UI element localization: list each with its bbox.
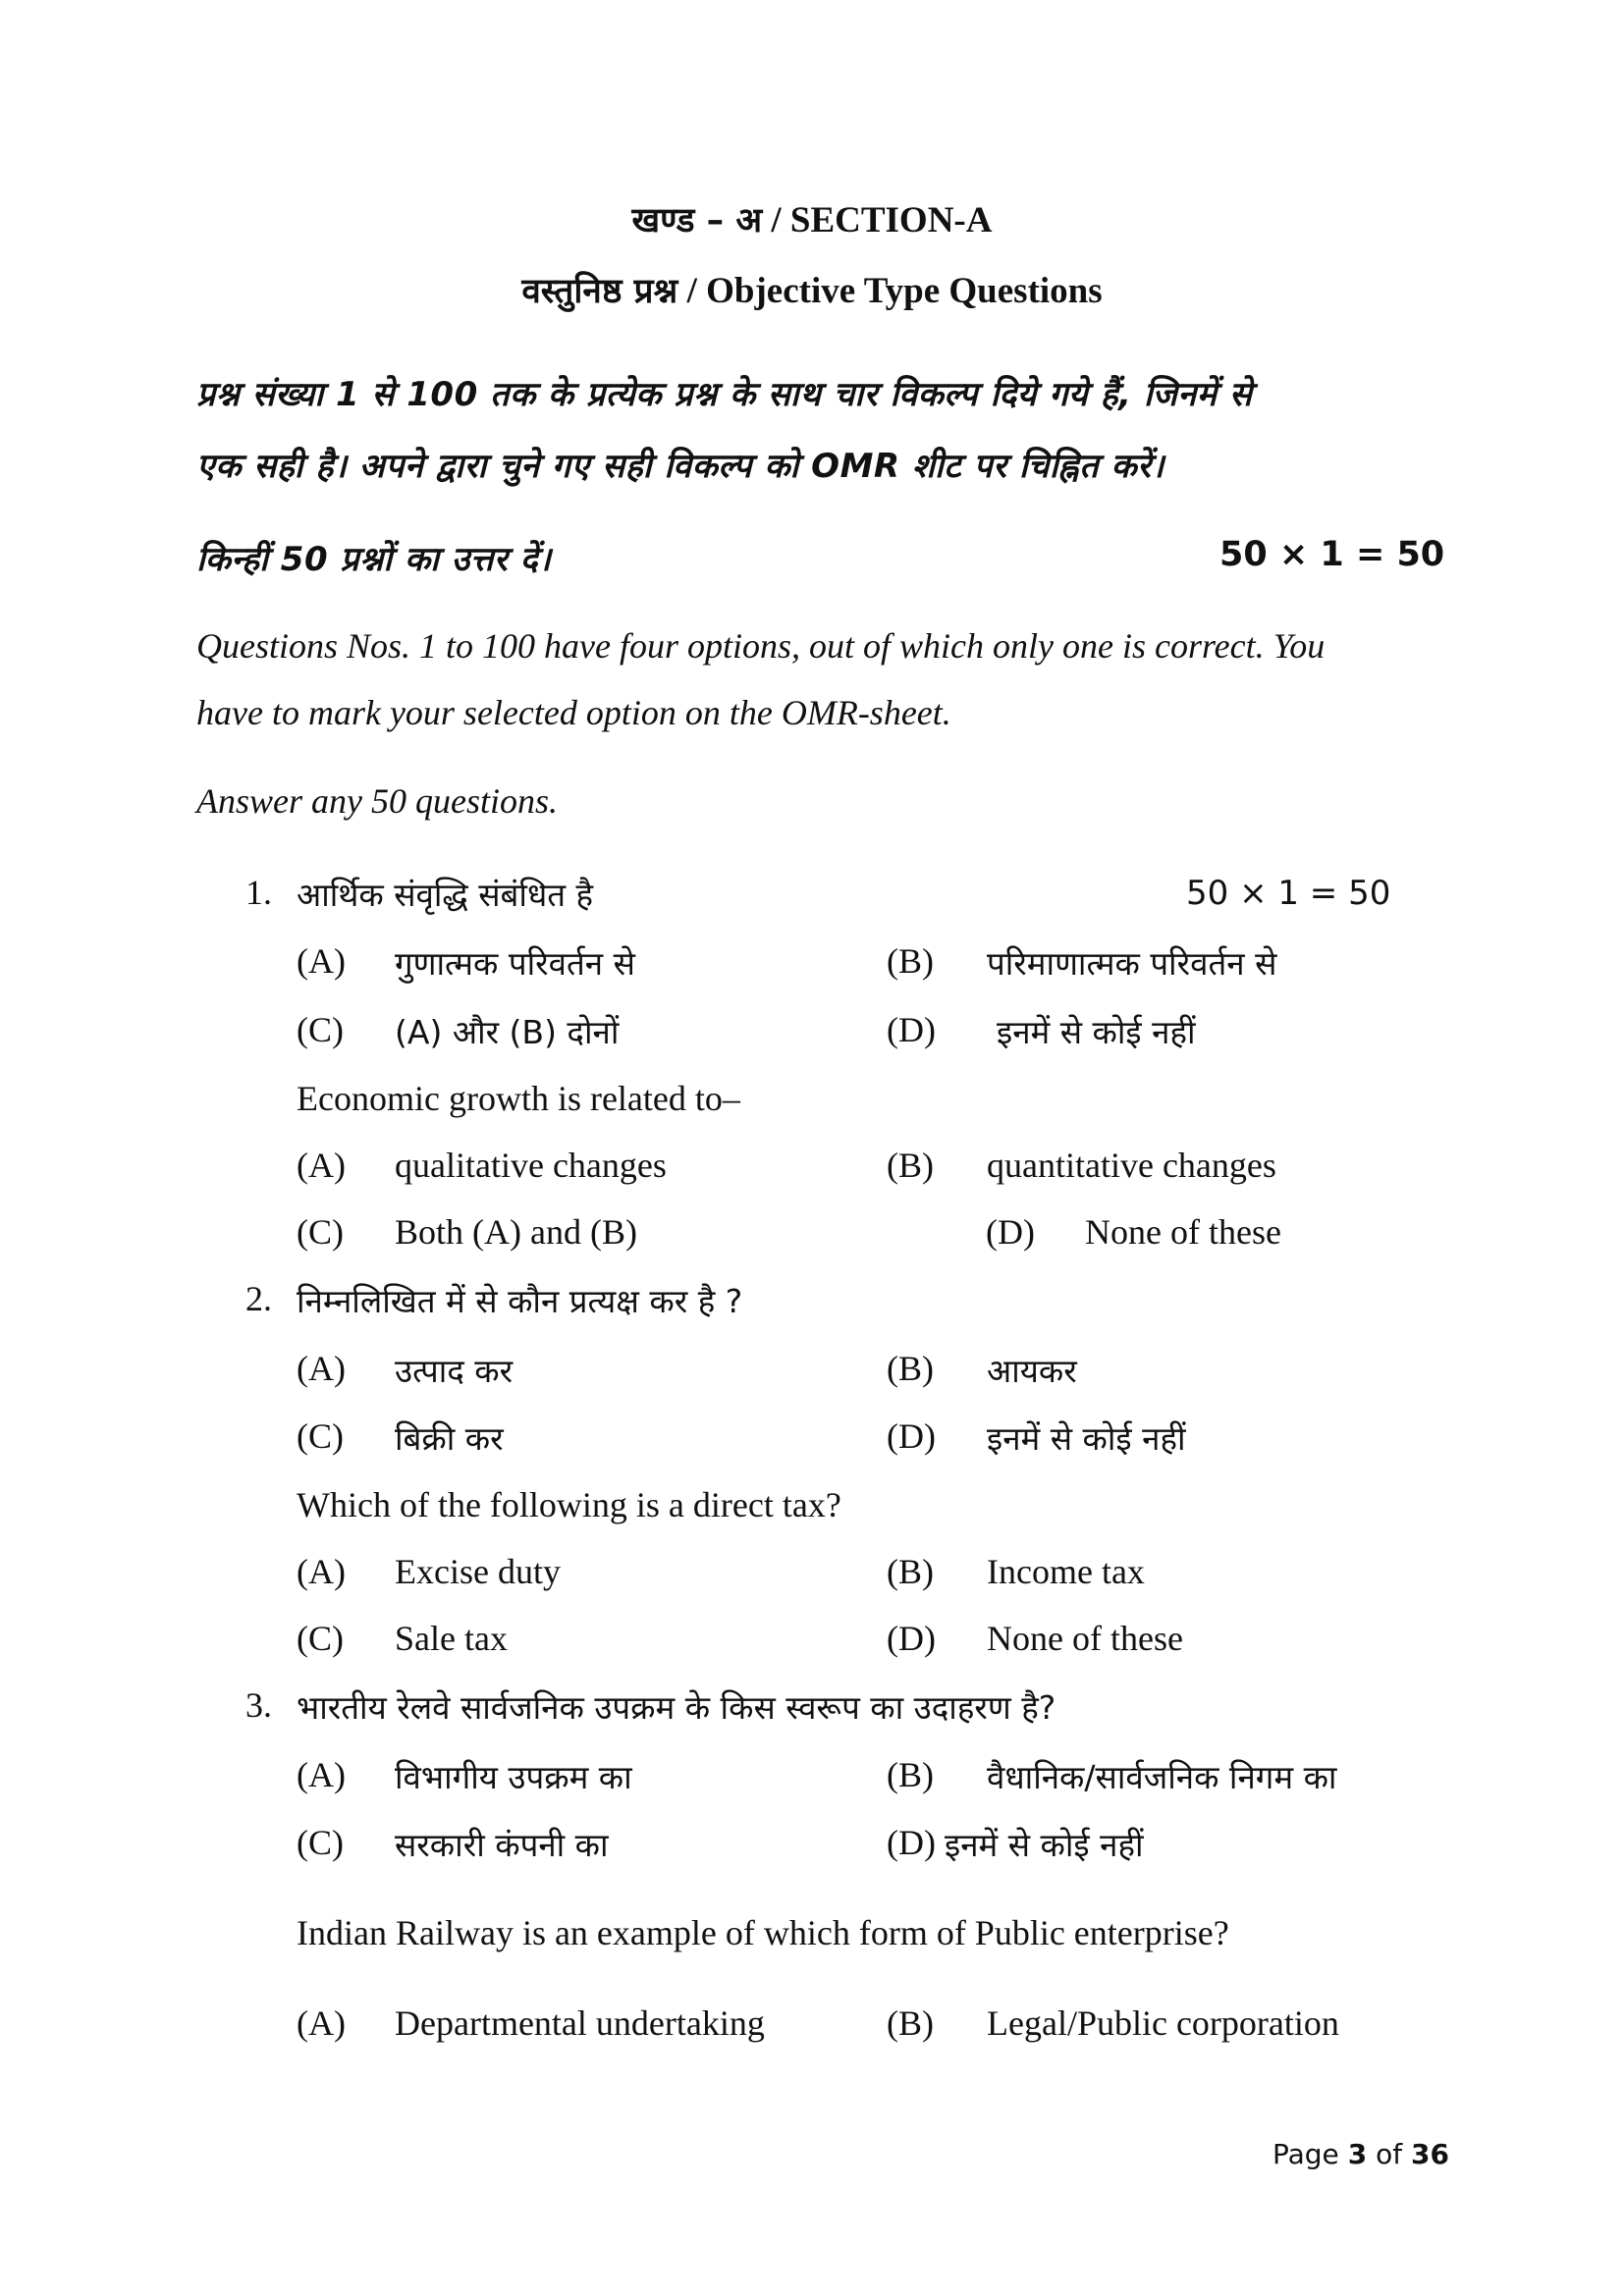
option-letter: (C) [297,1212,344,1252]
question-text-en: Indian Railway is an example of which form of Public enterprise? [297,1913,1229,1952]
option-text-hi: इनमें से कोई नहीं [997,1013,1196,1051]
option-text-hi: इनमें से कोई नहीं [945,1826,1144,1864]
option-letter: (C) [297,1823,344,1862]
option-letter: (D) [887,1619,936,1658]
question-text-hi: आर्थिक संवृद्धि संबंधित है [297,876,594,914]
section-title-en: SECTION-A [789,200,993,240]
option-letter: (B) [887,1755,934,1794]
option-text-hi: आयकर [987,1352,1077,1390]
option-text-en: Legal/Public corporation [987,2003,1339,2043]
page-number: 3 [1347,2138,1368,2170]
question-number: 3. [245,1685,272,1725]
instruction-hi-line3: किन्हीं 50 प्रश्नों का उत्तर दें। [196,540,552,579]
option-letter: (B) [887,2003,934,2043]
question-marks: 50 × 1 = 50 [1186,874,1391,913]
section-subtitle-sep: / [677,271,707,311]
option-text-en: None of these [987,1619,1183,1658]
section-subtitle [0,267,1624,313]
option-text-en: Sale tax [395,1619,508,1658]
question-text-hi: भारतीय रेलवे सार्वजनिक उपक्रम के किस स्वरूप का उदाहरण है? [297,1688,1056,1727]
instruction-hi-line1: प्रश्न संख्या 1 से 100 तक के प्रत्येक प्रश्न के साथ चार विकल्प दिये गये हैं, जिनमें से [196,375,1253,414]
option-letter: (D) [986,1212,1035,1252]
option-text-en: None of these [1085,1212,1281,1252]
option-letter: (D) [887,1823,936,1862]
section-title [0,196,1624,242]
option-text-en: quantitative changes [987,1146,1276,1185]
option-letter: (A) [297,1755,346,1794]
section-title-hi: खण्ड – अ [631,201,763,240]
instruction-hi-line2: एक सही है। अपने द्वारा चुने गए सही विकल्प को OMR शीट पर चिह्नित करें। [196,447,1164,486]
question-number: 1. [245,873,272,912]
option-letter: (D) [887,1010,936,1049]
option-text-hi: वैधानिक/सार्वजनिक निगम का [987,1758,1337,1796]
option-letter: (A) [297,941,346,981]
question-text-hi: निम्नलिखित में से कौन प्रत्यक्ष कर है ? [297,1282,743,1320]
option-text-en: Income tax [987,1552,1145,1591]
page-footer [1272,2138,1449,2170]
option-text-en: qualitative changes [395,1146,667,1185]
option-letter: (B) [887,1349,934,1388]
option-letter: (B) [887,1146,934,1185]
option-letter: (A) [297,1146,346,1185]
option-text-en: Both (A) and (B) [395,1212,637,1252]
option-text-hi: सरकारी कंपनी का [395,1826,609,1864]
page-of-label: of [1367,2138,1411,2170]
option-text-hi: (A) और (B) दोनों [395,1013,620,1051]
option-text-hi: इनमें से कोई नहीं [987,1419,1186,1458]
option-letter: (C) [297,1619,344,1658]
option-letter: (B) [887,941,934,981]
option-text-hi: बिक्री कर [395,1419,504,1458]
instruction-en-line1: Questions Nos. 1 to 100 have four options, out of which only one is correct. You [196,626,1326,666]
question-number: 2. [245,1279,272,1318]
option-letter: (C) [297,1416,344,1456]
option-letter: (C) [297,1010,344,1049]
page-total: 36 [1410,2138,1449,2170]
option-text-hi: गुणात्मक परिवर्तन से [395,944,635,983]
question-text-en: Which of the following is a direct tax? [297,1485,841,1524]
page-label: Page [1272,2138,1348,2170]
option-letter: (D) [887,1416,936,1456]
option-letter: (B) [887,1552,934,1591]
option-letter: (A) [297,1349,346,1388]
option-letter: (A) [297,1552,346,1591]
option-text-en: Excise duty [395,1552,561,1591]
section-marks: 50 × 1 = 50 [1219,535,1445,574]
section-subtitle-hi: वस्तुनिष्ठ प्रश्न [521,272,678,311]
section-subtitle-en: Objective Type Questions [706,271,1103,311]
instruction-en-line3: Answer any 50 questions. [196,781,558,821]
section-title-sep: / [762,200,790,240]
option-letter: (A) [297,2003,346,2043]
instruction-en-line2: have to mark your selected option on the OMR-sheet. [196,693,951,732]
question-text-en: Economic growth is related to– [297,1079,740,1118]
option-text-hi: उत्पाद कर [395,1352,514,1390]
option-text-en: Departmental undertaking [395,2003,765,2043]
option-text-hi: परिमाणात्मक परिवर्तन से [987,944,1277,983]
option-text-hi: विभागीय उपक्रम का [395,1758,632,1796]
